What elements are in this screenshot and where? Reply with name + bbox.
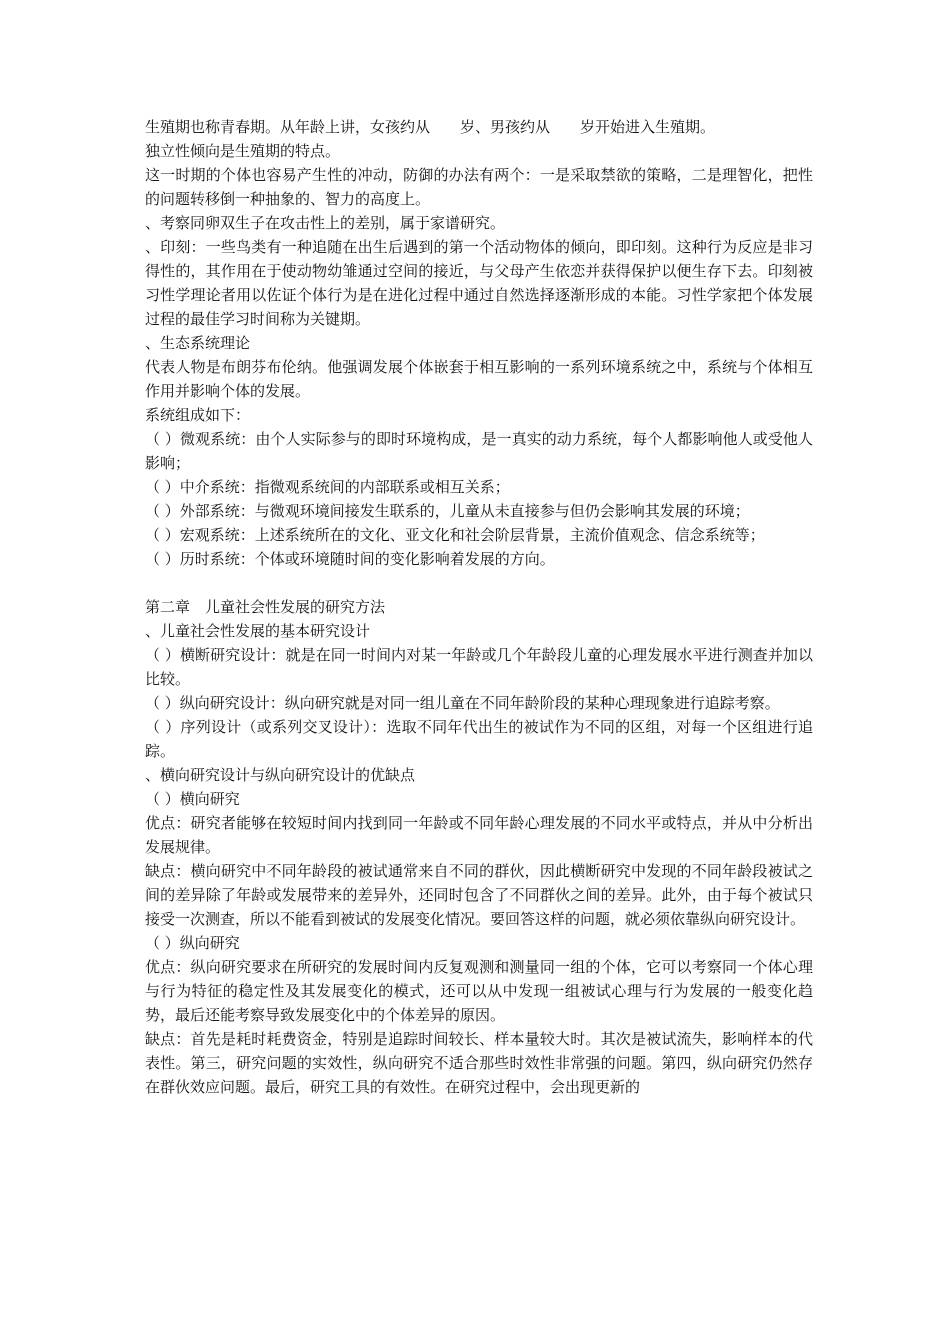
paragraph: 、考察同卵双生子在攻击性上的差别，属于家谱研究。 <box>145 214 506 232</box>
subsection-heading: （ ）纵向研究 <box>145 934 240 952</box>
paragraph: 缺点：横向研究中不同年龄段的被试通常来自不同的群伙，因此横断研究中发现的不同年龄段被试之间的差异除了年龄或发展带来的差异外，还同时包含了不同群伙之间的差异。此外，由于每个被试只接受一次测查，所以不能看到被试的发展变化情况。要回答这样的问题，就必须依靠纵向研究设计。 <box>145 862 813 928</box>
section-heading: 、横向研究设计与纵向研究设计的优缺点 <box>145 766 416 784</box>
list-item: （ ）历时系统：个体或环境随时间的变化影响着发展的方向。 <box>145 550 555 568</box>
section-heading: 、儿童社会性发展的基本研究设计 <box>145 622 371 640</box>
list-item: （ ）序列设计（或系列交叉设计）：选取不同年代出生的被试作为不同的区组，对每一个区组进行追踪。 <box>145 718 813 760</box>
paragraph: 优点：研究者能够在较短时间内找到同一年龄或不同年龄心理发展的不同水平或特点，并从中分析出发展规律。 <box>145 814 813 856</box>
paragraph: 生殖期也称青春期。从年龄上讲，女孩约从 岁、男孩约从 岁开始进入生殖期。 <box>145 118 716 136</box>
list-item: （ ）横断研究设计：就是在同一时间内对某一年龄或几个年龄段儿童的心理发展水平进行测查并加以比较。 <box>145 646 813 688</box>
document-body <box>145 115 813 1099</box>
list-item: （ ）外部系统：与微观环境间接发生联系的，儿童从未直接参与但仍会影响其发展的环境； <box>145 502 750 520</box>
paragraph: 代表人物是布朗芬布伦纳。他强调发展个体嵌套于相互影响的一系列环境系统之中，系统与个体相互作用并影响个体的发展。 <box>145 358 813 400</box>
paragraph: 这一时期的个体也容易产生性的冲动，防御的办法有两个：一是采取禁欲的策略，二是理智化，把性的问题转移倒一种抽象的、智力的高度上。 <box>145 166 813 208</box>
section-heading: 、生态系统理论 <box>145 334 251 352</box>
chapter-heading: 第二章 儿童社会性发展的研究方法 <box>145 598 386 616</box>
list-item: （ ）宏观系统：上述系统所在的文化、亚文化和社会阶层背景，主流价值观念、信念系统等； <box>145 526 765 544</box>
list-item: （ ）纵向研究设计：纵向研究就是对同一组儿童在不同年龄阶段的某种心理现象进行追踪考察。 <box>145 694 780 712</box>
list-item: （ ）微观系统：由个人实际参与的即时环境构成，是一真实的动力系统，每个人都影响他人或受他人影响； <box>145 430 813 472</box>
list-item: （ ）中介系统：指微观系统间的内部联系或相互关系； <box>145 478 510 496</box>
paragraph: 缺点：首先是耗时耗费资金，特别是追踪时间较长、样本量较大时。其次是被试流失，影响样本的代表性。第三，研究问题的实效性，纵向研究不适合那些时效性非常强的问题。第四，纵向研究仍然存在群伙效应问题。最后，研究工具的有效性。在研究过程中，会出现更新的 <box>145 1030 813 1096</box>
paragraph: 系统组成如下： <box>145 406 251 424</box>
paragraph: 独立性倾向是生殖期的特点。 <box>145 142 341 160</box>
blank-line <box>145 571 813 595</box>
subsection-heading: （ ）横向研究 <box>145 790 240 808</box>
paragraph: 、印刻：一些鸟类有一种追随在出生后遇到的第一个活动物体的倾向，即印刻。这种行为反应是非习得性的，其作用在于使动物幼雏通过空间的接近，与父母产生依恋并获得保护以便生存下去。印刻被习性学理论者用以佐证个体行为是在进化过程中通过自然选择逐渐形成的本能。习性学家把个体发展过程的最佳学习时间称为关键期。 <box>145 238 813 328</box>
paragraph: 优点：纵向研究要求在所研究的发展时间内反复观测和测量同一组的个体，它可以考察同一个体心理与行为特征的稳定性及其发展变化的模式，还可以从中发现一组被试心理与行为发展的一般变化趋势，最后还能考察导致发展变化中的个体差异的原因。 <box>145 958 813 1024</box>
